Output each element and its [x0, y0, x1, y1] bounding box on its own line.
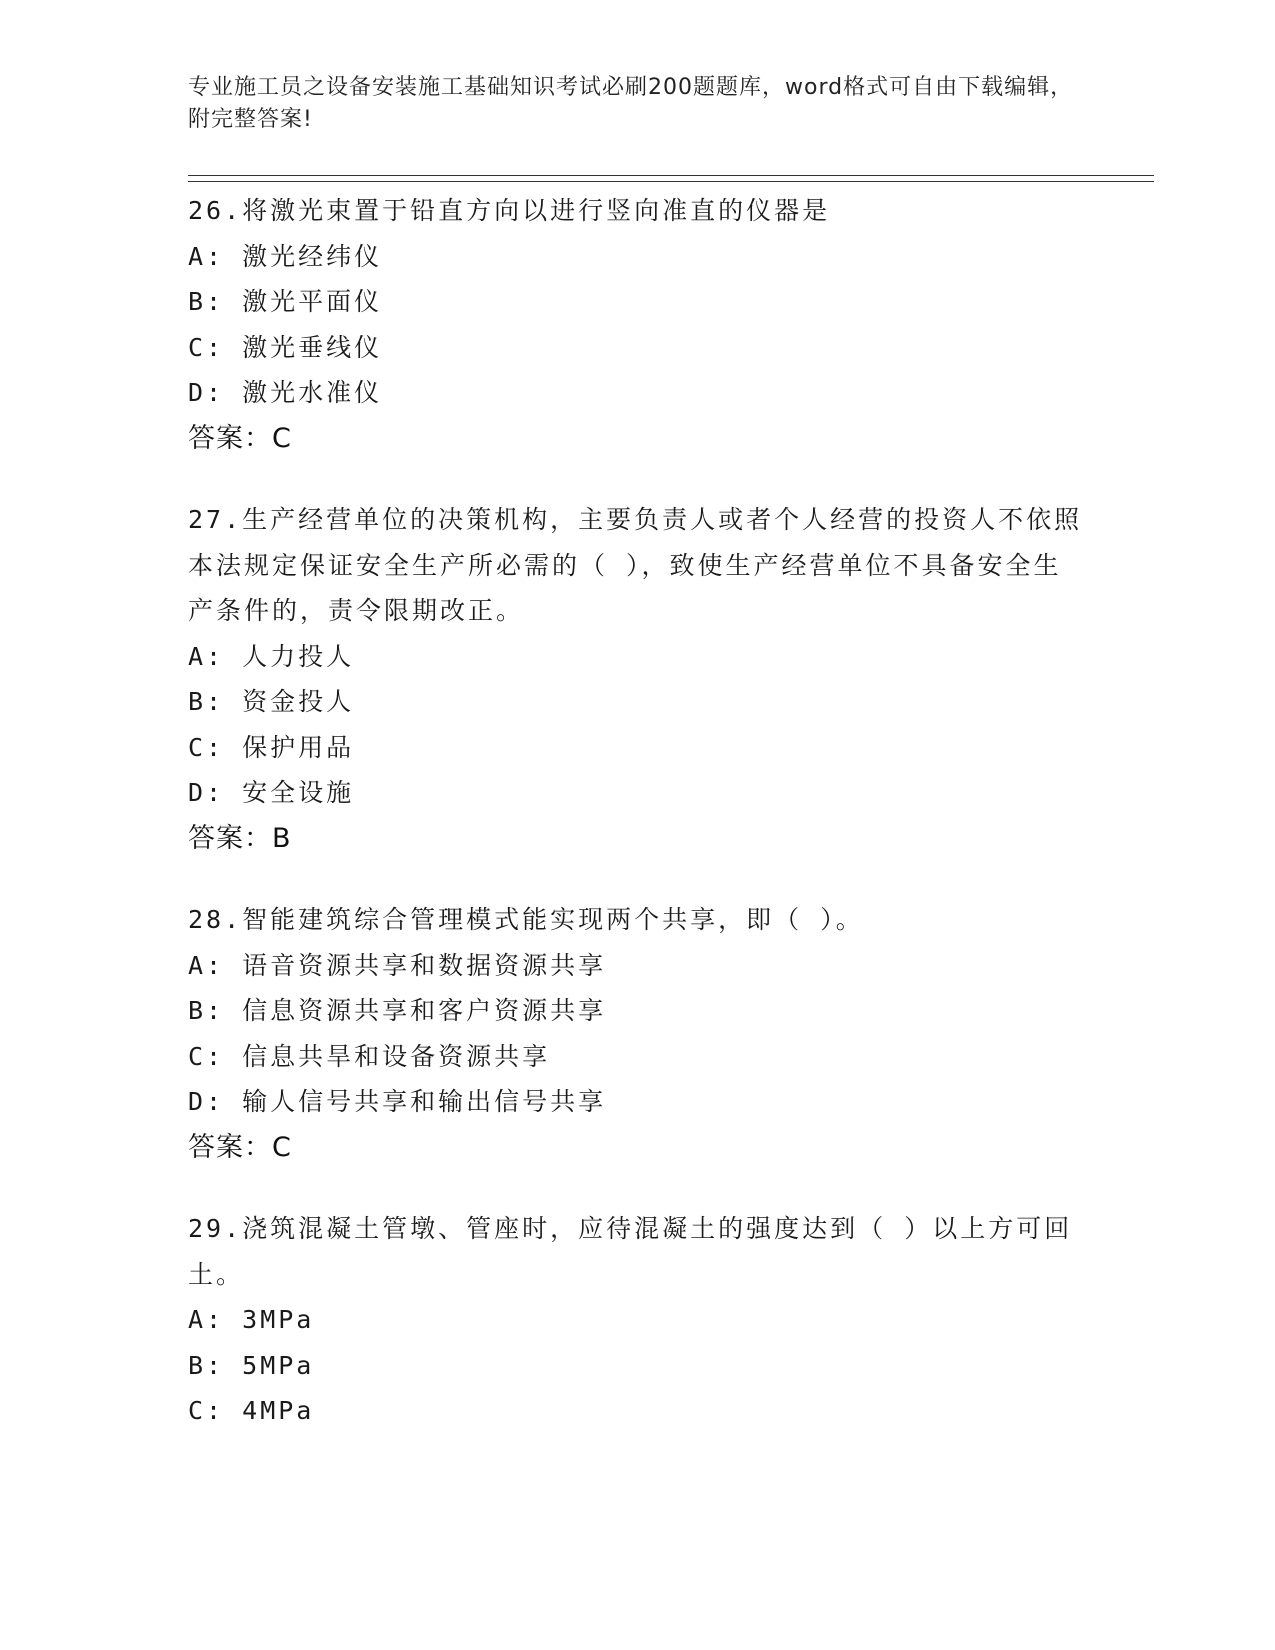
option-a: A: 3MPa: [188, 1305, 315, 1334]
header-divider-top: [188, 175, 1154, 176]
option-c: C: 4MPa: [188, 1396, 315, 1425]
option-c: C: 保护用品: [188, 732, 355, 762]
document-header: 专业施工员之设备安装施工基础知识考试必刷200题题库，word格式可自由下载编辑，附完整答案!: [188, 75, 1074, 132]
answer-label: 答案：C: [188, 422, 292, 454]
question-text: 28.智能建筑综合管理模式能实现两个共享，即（ ）。: [188, 905, 864, 934]
question-text: 26.将激光束置于铅直方向以进行竖向准直的仪器是: [188, 196, 831, 225]
option-b: B: 资金投人: [188, 687, 355, 716]
option-c: C: 激光垂线仪: [188, 332, 383, 362]
option-a: A: 激光经纬仪: [188, 241, 383, 271]
question-28: [188, 897, 1088, 1170]
option-b: B: 信息资源共享和客户资源共享: [188, 996, 607, 1025]
answer-label: 答案：C: [188, 1131, 292, 1163]
option-a: A: 语音资源共享和数据资源共享: [188, 950, 607, 980]
question-text: 27.生产经营单位的决策机构，主要负责人或者个人经营的投资人不依照本法规定保证安全生产所必需的（ ），致使生产经营单位不具备安全生产条件的，责令限期改正。: [188, 505, 1083, 625]
header-divider-bottom: [188, 181, 1154, 182]
question-26: [188, 188, 1088, 461]
question-text: 29.浇筑混凝土管墩、管座时，应待混凝土的强度达到（ ）以上方可回土。: [188, 1214, 1073, 1289]
question-list: [188, 188, 1088, 1470]
option-d: D: 输人信号共享和输出信号共享: [188, 1087, 607, 1116]
question-29: [188, 1206, 1088, 1434]
option-b: B: 5MPa: [188, 1350, 315, 1380]
option-a: A: 人力投人: [188, 641, 355, 671]
option-d: D: 安全设施: [188, 778, 355, 807]
question-27: [188, 497, 1088, 861]
option-c: C: 信息共旱和设备资源共享: [188, 1041, 551, 1071]
answer-label: 答案：B: [188, 822, 292, 854]
option-b: B: 激光平面仪: [188, 287, 383, 316]
option-d: D: 激光水准仪: [188, 378, 383, 407]
